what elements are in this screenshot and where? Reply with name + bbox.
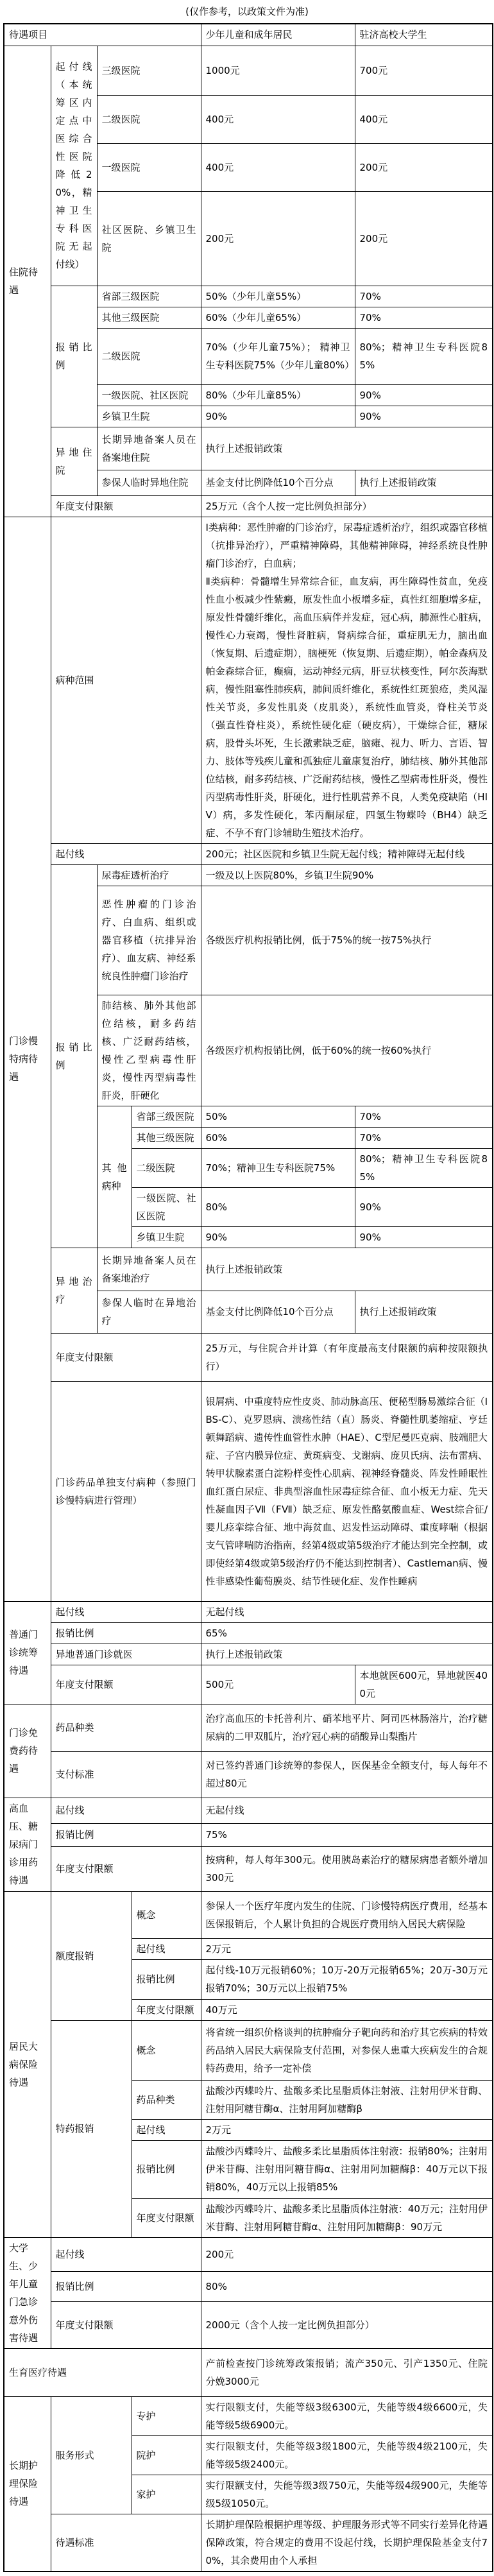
hospital-tier-label: 乡镇卫生院 (132, 1226, 201, 1248)
outpatient-ratio-label: 报销比例 (51, 1622, 201, 1644)
merged-value: 2000元（含个人按一定比例负担部分） (201, 2302, 493, 2348)
special-drug-annual-limit-label: 年度支付限额 (132, 2198, 201, 2237)
student-value: 700元 (355, 46, 493, 95)
student-value: 90% (355, 1226, 493, 1248)
separate-payment-drugs-value: 银屑病、中重度特应性皮炎、肺动脉高压、便秘型肠易激综合征（IBS-C）、克罗恩病、溃疡性结（直）肠炎、脊髓性肌萎缩症、亨廷顿舞蹈病、遗传性血管性水肿（HAE）、C型尼曼匹克病、肢端肥大症、子宫内膜异位症、黄斑病变、戈谢病、庞贝氏病、法布雷病、转甲状腺素蛋白淀粉样变性心肌病、视神经脊髓炎、阵发性睡眠性血红蛋白尿症、非典型溶血性尿毒症综合征、血小板无力症、先天性凝血因子Ⅶ（FⅦ）缺乏症、原发性酪氨酸血症、West综合征/婴儿痉挛综合征、地中海贫血、迟发性运动障碍、重度哮喘（根据支气管哮喘防治指南，经第4级或第5级治疗才能达到完全控制，或即使经第4级或第5级治疗仍不能达到控制者）、Castleman病、慢性非感染性葡萄膜炎、结节性硬化症、发作性睡病 (201, 1381, 493, 1601)
student-value: 200元 (355, 191, 493, 286)
inpatient-ratio-label: 报销比例 (51, 286, 97, 427)
student-value: 80%；精神卫生专科医院85% (355, 328, 493, 384)
chronic-offsite-label: 异地治疗 (51, 1248, 97, 1333)
resident-value: 50%（少年儿童55%） (201, 286, 355, 307)
header-resident: 少年儿童和成年居民 (201, 24, 355, 46)
merged-value: 实行限额支付，失能等级3级1800元，失能等级4级2100元，失能等级5级2400元。 (201, 2435, 493, 2475)
merged-value: 40万元 (201, 1999, 493, 2020)
hospital-tier-label: 省部三级医院 (132, 1106, 201, 1127)
table-row (4, 2237, 493, 2272)
merged-value: 执行上述报销政策 (201, 1248, 493, 1291)
resident-value: 70%（少年儿童75%）； 精神卫生专科医院75%（少年儿童80%） (201, 328, 355, 384)
student-value: 90% (355, 1187, 493, 1226)
student-value: 执行上述报销政策 (355, 470, 493, 495)
disease-group-label: 恶性肿瘤的门诊治疗、白血病、组织或器官移植（抗排异治疗）、血友病、神经系统良性肿瘤门诊治疗 (97, 886, 201, 995)
accident-deductible-label: 起付线 (51, 2237, 201, 2272)
hospital-tier-label: 乡镇卫生院 (97, 406, 201, 427)
outpatient-offsite-label: 异地普通门诊就医 (51, 1644, 201, 1665)
benefits-table (3, 23, 493, 2572)
resident-value: 1000元 (201, 46, 355, 95)
hospital-tier-label: 其他三级医院 (132, 1127, 201, 1148)
merged-value: 起付线-10万元报销60%；10万-20万元报销65%；20万-30万元报销70%；30万元以上报销75% (201, 1959, 493, 1999)
table-row (4, 1601, 493, 1622)
special-drug-ratio-label: 报销比例 (132, 2140, 201, 2198)
student-value: 90% (355, 406, 493, 427)
table-row (4, 517, 493, 843)
offsite-case-label: 长期异地备案人员在备案地住院 (97, 427, 201, 470)
merged-value: 65% (201, 1622, 493, 1644)
outpatient-section-label: 普通门诊统筹待遇 (4, 1601, 51, 1704)
student-value: 本地就医600元，异地就医400元 (355, 1665, 493, 1704)
ltc-standard-label: 待遇标准 (51, 2514, 201, 2572)
header-student: 驻济高校大学生 (355, 24, 493, 46)
resident-value: 基金支付比例降低10个百分点 (201, 470, 355, 495)
quota-ratio-label: 报销比例 (132, 1959, 201, 1999)
hospital-tier-label: 社区医院、乡镇卫生院 (97, 191, 201, 286)
special-drug-reimbursement-label: 特药报销 (51, 2020, 132, 2237)
resident-value: 200元 (201, 191, 355, 286)
merged-value: 一级及以上医院80%，乡镇卫生院90% (201, 864, 493, 886)
resident-value: 90% (201, 406, 355, 427)
student-value: 400元 (355, 95, 493, 143)
chronic-deductible-label: 起付线 (51, 843, 201, 864)
merged-value: 25万元（含个人按一定比例负担部分） (201, 495, 493, 517)
merged-value: 2万元 (201, 2119, 493, 2140)
table-row (4, 1644, 493, 1665)
service-form-label: 服务形式 (51, 2396, 132, 2514)
resident-value: 80%（少年儿童85%） (201, 384, 355, 406)
header-project: 待遇项目 (4, 24, 201, 46)
accident-ratio-label: 报销比例 (51, 2272, 201, 2302)
special-drug-types-label: 药品种类 (132, 2080, 201, 2119)
merged-value: 盐酸沙丙蝶呤片、盐酸多柔比星脂质体注射液、注射用伊米苷酶、注射用阿糖苷酶α、注射用阿加糖酶β (201, 2080, 493, 2119)
table-row (4, 1846, 493, 1891)
hospital-tier-label: 一级医院、社区医院 (97, 384, 201, 406)
hospital-tier-label: 一级医院 (97, 143, 201, 191)
merged-value: 按病种，每人每年300元。使用胰岛素治疗的糖尿病患者额外增加300元 (201, 1846, 493, 1891)
resident-value: 60%（少年儿童65%） (201, 307, 355, 328)
merged-value: 参保人一个医疗年度内发生的住院、门诊慢特病医疗费用，经基本医保报销后，个人累计负担的合规医疗费用纳入居民大病保险 (201, 1891, 493, 1938)
htndm-ratio-label: 报销比例 (51, 1823, 201, 1846)
quota-annual-limit-label: 年度支付限额 (132, 1999, 201, 2020)
htndm-annual-limit-label: 年度支付限额 (51, 1846, 201, 1891)
offsite-case-label: 长期异地备案人员在备案地治疗 (97, 1248, 201, 1291)
student-value: 70% (355, 307, 493, 328)
chronic-section-label: 门诊慢特病待遇 (4, 517, 51, 1601)
hospital-tier-label: 三级医院 (97, 46, 201, 95)
chronic-annual-limit-label: 年度支付限额 (51, 1333, 201, 1381)
resident-value: 400元 (201, 95, 355, 143)
outpatient-deductible-label: 起付线 (51, 1601, 201, 1622)
resident-value: 70%；精神卫生专科医院75% (201, 1148, 355, 1187)
disease-group-label: 尿毒症透析治疗 (97, 864, 201, 886)
resident-value: 基金支付比例降低10个百分点 (201, 1291, 355, 1333)
scope-class1-text: Ⅰ类病种：恶性肿瘤的门诊治疗，尿毒症透析治疗，组织或器官移植（抗排异治疗），严重精神障碍，其他精神障碍，神经系统良性肿瘤门诊治疗，白血病； (205, 521, 488, 569)
drug-types-label: 药品种类 (51, 1704, 201, 1751)
quota-deductible-label: 起付线 (132, 1938, 201, 1959)
table-row (4, 2272, 493, 2302)
student-value: 80%；精神卫生专科医院85% (355, 1148, 493, 1187)
merged-value: 75% (201, 1823, 493, 1846)
page-title: (仅作参考，以政策文件为准) (185, 6, 309, 17)
merged-value: 各级医疗机构报销比例，低于60%的统一按60%执行 (201, 995, 493, 1106)
table-row (4, 46, 493, 95)
table-row (4, 2348, 493, 2396)
table-row (4, 1665, 493, 1704)
care-type-label: 专护 (132, 2396, 201, 2435)
table-row (4, 1248, 493, 1291)
table-row (4, 1333, 493, 1381)
chronic-ratio-label: 报销比例 (51, 864, 97, 1248)
hospital-tier-label: 二级医院 (97, 328, 201, 384)
disease-group-label: 肺结核、肺外其他部位结核，耐多药结核、广泛耐药结核，慢性乙型病毒性肝炎，慢性丙型病毒性肝炎，肝硬化 (97, 995, 201, 1106)
inpatient-offsite-label: 异地住院 (51, 427, 97, 495)
maternity-section-label: 生育医疗待遇 (4, 2348, 201, 2396)
resident-value: 80% (201, 1187, 355, 1226)
offsite-case-label: 参保人临时在异地治疗 (97, 1291, 201, 1333)
student-value: 执行上述报销政策 (355, 1291, 493, 1333)
table-row (4, 843, 493, 864)
table-row (4, 864, 493, 886)
table-row (4, 495, 493, 517)
merged-value: 治疗高血压的卡托普利片、硝苯地平片、阿司匹林肠溶片，治疗糖尿病的二甲双胍片，治疗冠心病的硝酸异山梨酯片 (201, 1704, 493, 1751)
disease-scope-label: 病种范围 (51, 517, 201, 843)
merged-value: 实行限额支付，失能等级3级6300元，失能等级4级6600元，失能等级5级6900元。 (201, 2396, 493, 2435)
resident-value: 50% (201, 1106, 355, 1127)
critical-section-label: 居民大病保险待遇 (4, 1891, 51, 2237)
merged-value: 执行上述报销政策 (201, 1644, 493, 1665)
inpatient-annual-limit-label: 年度支付限额 (51, 495, 201, 517)
payment-standard-label: 支付标准 (51, 1751, 201, 1798)
merged-value: 将省统一组织价格谈判的抗肿瘤分子靶向药和治疗其它疾病的特效药品纳入居民大病保险支付范围，对参保人患重大疾病发生的合规特药费用，给予一定补偿 (201, 2020, 493, 2080)
table-row (4, 2514, 493, 2572)
merged-value: 对已签约普通门诊统筹的参保人，医保基金全额支付，每人每年不超过80元 (201, 1751, 493, 1798)
merged-value: 无起付线 (201, 1601, 493, 1622)
accident-annual-limit-label: 年度支付限额 (51, 2302, 201, 2348)
quota-reimbursement-label: 额度报销 (51, 1891, 132, 2020)
merged-value: 200元；社区医院和乡镇卫生院无起付线；精神障碍无起付线 (201, 843, 493, 864)
concept-label: 概念 (132, 1891, 201, 1938)
table-row (4, 1823, 493, 1846)
merged-value: 80% (201, 2272, 493, 2302)
disease-scope-value (201, 517, 493, 843)
table-row (4, 286, 493, 307)
merged-value: 各级医疗机构报销比例，低于75%的统一按75%执行 (201, 886, 493, 995)
merged-value: 盐酸沙丙蝶呤片、盐酸多柔比星脂质体注射液：报销80%；注射用伊米苷酶、注射用阿糖苷酶α、注射用阿加糖酶β：40万元以下报销80%，40万元以上报销85% (201, 2140, 493, 2198)
ltc-section-label: 长期护理保险待遇 (4, 2396, 51, 2572)
table-row (4, 1381, 493, 1601)
hospital-tier-label: 其他三级医院 (97, 307, 201, 328)
merged-value: 200元 (201, 2237, 493, 2272)
resident-value: 400元 (201, 143, 355, 191)
merged-value: 执行上述报销政策 (201, 427, 493, 470)
merged-value: 25万元，与住院合并计算（有年度最高支付限额的病种按限额执行） (201, 1333, 493, 1381)
inpatient-section-label: 住院待遇 (4, 46, 51, 517)
student-value: 70% (355, 1106, 493, 1127)
resident-value: 60% (201, 1127, 355, 1148)
table-row (4, 1751, 493, 1798)
resident-value: 90% (201, 1226, 355, 1248)
student-value: 70% (355, 286, 493, 307)
hospital-tier-label: 一级医院、社区医院 (132, 1187, 201, 1226)
htndm-section-label: 高血压、糖尿病门诊用药待遇 (4, 1798, 51, 1891)
merged-value: 2万元 (201, 1938, 493, 1959)
table-row (4, 1704, 493, 1751)
special-drug-deductible-label: 起付线 (132, 2119, 201, 2140)
merged-value: 盐酸沙丙蝶呤片、盐酸多柔比星脂质体注射液：40万元；注射用伊米苷酶、注射用阿糖苷酶α、注射用阿加糖酶β：90万元 (201, 2198, 493, 2237)
student-value: 200元 (355, 143, 493, 191)
hospital-tier-label: 二级医院 (97, 95, 201, 143)
table-row (4, 2302, 493, 2348)
table-row (4, 1798, 493, 1823)
freedrug-section-label: 门诊免费药待遇 (4, 1704, 51, 1798)
hospital-tier-label: 二级医院 (132, 1148, 201, 1187)
concept-label: 概念 (132, 2020, 201, 2080)
outpatient-annual-limit-label: 年度支付限额 (51, 1665, 201, 1704)
separate-payment-drugs-label: 门诊药品单独支付病种（参照门诊慢特病进行管理） (51, 1381, 201, 1601)
merged-value: 长期护理保险根据护理等级、护理服务形式等不同实行差异化待遇保障政策，符合规定的费用不设起付线，长期护理保险基金支付70%，其余费用由个人承担 (201, 2514, 493, 2572)
table-header-row (4, 24, 493, 46)
htndm-deductible-label: 起付线 (51, 1798, 201, 1823)
table-row (4, 2020, 493, 2080)
offsite-case-label: 参保人临时异地住院 (97, 470, 201, 495)
student-value: 90% (355, 384, 493, 406)
merged-value: 产前检查按门诊统筹政策报销；流产350元、引产1350元、住院分娩3000元 (201, 2348, 493, 2396)
table-row (4, 1891, 493, 1938)
student-value: 70% (355, 1127, 493, 1148)
scope-class2-text: Ⅱ类病种：骨髓增生异常综合征，血友病，再生障碍性贫血，免疫性血小板减少性紫癜，原发性血小板增多症，真性红细胞增多症，原发性骨髓纤维化，高血压病伴并发症，冠心病，肺源性心脏病，慢性心力衰竭，慢性肾脏病，肾病综合征，重症肌无力，脑出血（恢复期、后遗症期），脑梗死（恢复期、后遗症期），帕金森病及帕金森综合征，癫痫，运动神经元病，肝豆状核变性，阿尔茨海默病，慢性阻塞性肺疾病，肺间质纤维化，系统性红斑狼疮，类风湿性关节炎，多发性肌炎（皮肌炎），系统性血管炎，脊柱关节炎（强直性脊柱炎），系统性硬化症（硬皮病），干燥综合征，糖尿病，股骨头坏死，生长激素缺乏症，脑瘫、视力、听力、言语、智力、肢体等残疾儿童和孤独症儿童康复治疗，肺结核、肺外其他部位结核，耐多药结核、广泛耐药结核，慢性乙型病毒性肝炎，慢性丙型病毒性肝炎，肝硬化，进行性肌营养不良，人类免疫缺陷（HIV）病，多发性硬化，苯丙酮尿症，四氢生物蝶呤（BH4）缺乏症、不孕不育门诊辅助生殖技术治疗。 (205, 575, 488, 839)
table-row (4, 2396, 493, 2435)
hospital-tier-label: 省部三级医院 (97, 286, 201, 307)
student-accident-section-label: 大学生、少年儿童门急诊意外伤害待遇 (4, 2237, 51, 2348)
table-row (4, 427, 493, 470)
care-type-label: 院护 (132, 2435, 201, 2475)
care-type-label: 家护 (132, 2475, 201, 2514)
merged-value: 实行限额支付，失能等级3级750元，失能等级4级900元，失能等级5级1050元。 (201, 2475, 493, 2514)
merged-value: 无起付线 (201, 1798, 493, 1823)
other-diseases-label: 其他病种 (97, 1106, 132, 1248)
inpatient-deductible-label: 起付线（本统筹区内定点中医综合性医院降低20%，精神卫生专科医院无起付线） (51, 46, 97, 286)
table-row (4, 1622, 493, 1644)
resident-value: 500元 (201, 1665, 355, 1704)
